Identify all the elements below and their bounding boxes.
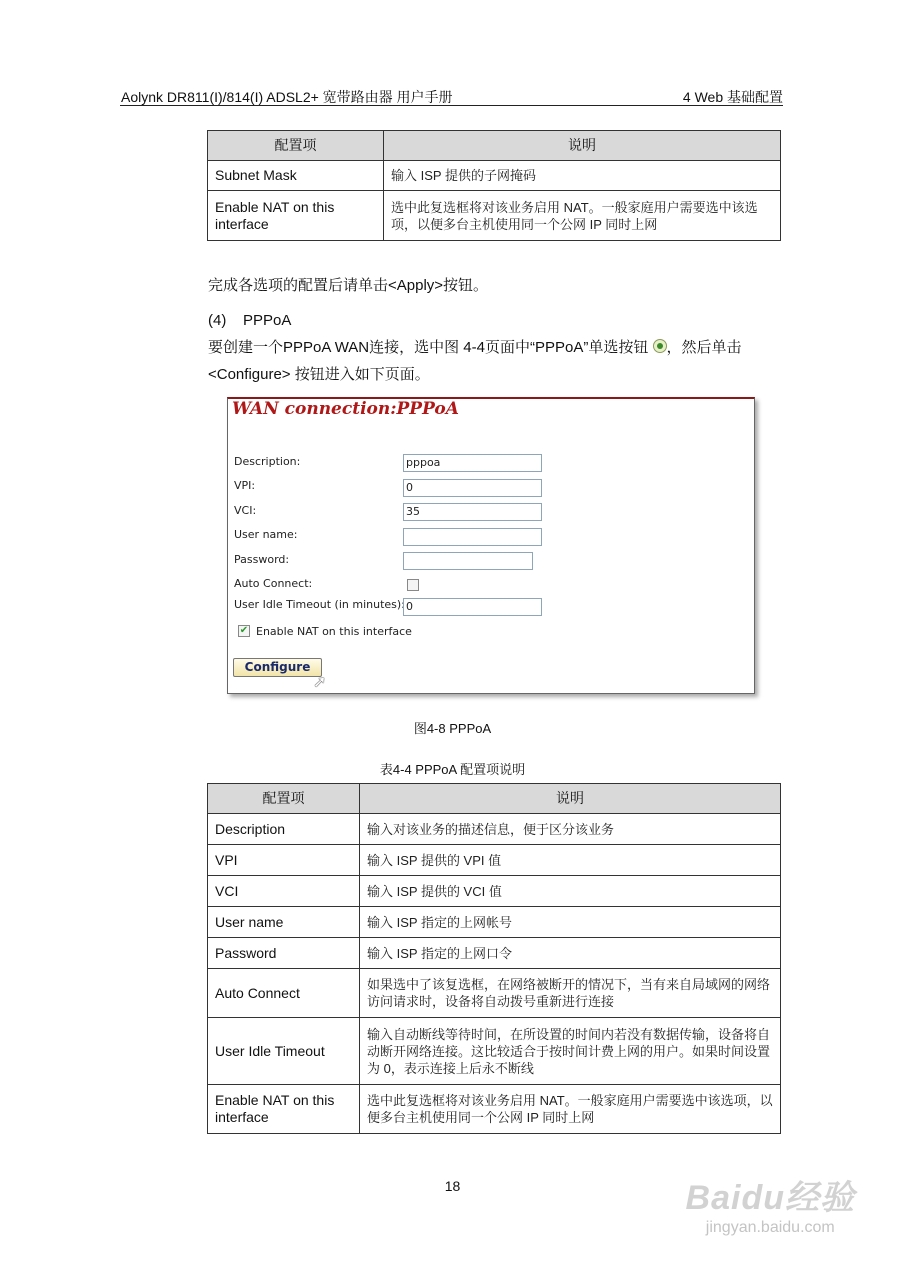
mouse-cursor-icon: ➚ (313, 672, 327, 691)
column-header: 配置项 (208, 131, 384, 161)
table-row (208, 907, 781, 938)
wan-connection-screenshot (227, 397, 755, 694)
table-row (208, 161, 781, 191)
table-cell-item: Password (208, 938, 360, 969)
table-cell-desc: 输入自动断线等待时间，在所设置的时间内若没有数据传输，设备将自动断开网络连接。这比较适合于按时间计费上网的用户。如果时间设置为 0，表示连接上后永不断线 (360, 1018, 781, 1085)
screenshot-title: WAN connection:PPPoA (232, 399, 459, 419)
table-cell-desc: 输入 ISP 指定的上网口令 (360, 938, 781, 969)
auto-connect-checkbox[interactable] (407, 579, 419, 591)
table-cell-desc: 输入 ISP 提供的子网掩码 (384, 161, 781, 191)
table-cell-desc: 如果选中了该复选框，在网络被断开的情况下，当有来自局域网的网络访问请求时，设备将自动拨号重新进行连接 (360, 969, 781, 1018)
table-cell-desc: 输入 ISP 提供的 VCI 值 (360, 876, 781, 907)
vci-label: VCI: (234, 504, 257, 517)
baidu-watermark (686, 1170, 855, 1237)
config-table-continued (207, 130, 781, 241)
running-header-title: Aolynk DR811(I)/814(I) ADSL2+ 宽带路由器 用户手册 (121, 89, 453, 105)
table-cell-desc: 选中此复选框将对该业务启用 NAT。一般家庭用户需要选中该选项，以便多台主机使用同一个公网 IP 同时上网 (384, 191, 781, 241)
vci-input[interactable]: 35 (403, 503, 542, 521)
table-cell-item: VPI (208, 845, 360, 876)
running-header-chapter: 4 Web 基础配置 (682, 89, 783, 105)
table-row (208, 1018, 781, 1085)
table-row (208, 191, 781, 241)
table-cell-item: Description (208, 814, 360, 845)
table-cell-desc: 输入 ISP 指定的上网帐号 (360, 907, 781, 938)
apply-instruction: 完成各选项的配置后请单击<Apply>按钮。 (208, 277, 489, 294)
table-cell-desc: 输入对该业务的描述信息，便于区分该业务 (360, 814, 781, 845)
password-label: Password: (234, 553, 290, 566)
auto-connect-label: Auto Connect: (234, 577, 313, 590)
vpi-input[interactable]: 0 (403, 479, 542, 497)
table-row (208, 1085, 781, 1134)
radio-selected-icon (653, 339, 667, 353)
header-rule (120, 105, 783, 106)
table-cell-item: Enable NAT on this interface (208, 191, 384, 241)
table-cell-item: VCI (208, 876, 360, 907)
description-input[interactable]: pppoa (403, 454, 542, 472)
table-row (208, 845, 781, 876)
section-heading: (4) PPPoA (208, 312, 292, 329)
table-cell-item: Auto Connect (208, 969, 360, 1018)
description-label: Description: (234, 455, 301, 468)
table-row (208, 876, 781, 907)
idle-timeout-label: User Idle Timeout (in minutes): (234, 598, 405, 611)
enable-nat-checkbox[interactable]: ✔ (239, 625, 249, 636)
table-cell-item: Subnet Mask (208, 161, 384, 191)
column-header: 配置项 (208, 784, 360, 814)
username-input[interactable] (403, 528, 542, 546)
password-input[interactable] (403, 552, 533, 570)
table-cell-item: User name (208, 907, 360, 938)
table-cell-item: User Idle Timeout (208, 1018, 360, 1085)
intro-text-a: 要创建一个PPPoA WAN连接，选中图 4-4页面中“PPPoA”单选按钮 (208, 339, 649, 356)
username-label: User name: (234, 528, 298, 541)
table-row (208, 814, 781, 845)
vpi-label: VPI: (234, 479, 256, 492)
intro-text-b: ，然后单击<Configure> 按钮进入如下页面。 (208, 339, 742, 383)
enable-nat-label: Enable NAT on this interface (256, 625, 412, 638)
configure-button[interactable]: Configure (233, 658, 322, 677)
watermark-url: jingyan.baidu.com (705, 1219, 835, 1236)
pppoa-config-table (207, 783, 781, 1134)
table-cell-desc: 选中此复选框将对该业务启用 NAT。一般家庭用户需要选中该选项，以便多台主机使用同一个公网 IP 同时上网 (360, 1085, 781, 1134)
page-number: 18 (444, 1178, 461, 1194)
table-row (208, 969, 781, 1018)
intro-paragraph (208, 334, 788, 388)
watermark-logo: Baidu经验 (685, 1179, 855, 1217)
table-cell-item: Enable NAT on this interface (208, 1085, 360, 1134)
idle-timeout-input[interactable]: 0 (403, 598, 542, 616)
table-cell-desc: 输入 ISP 提供的 VPI 值 (360, 845, 781, 876)
table-row (208, 938, 781, 969)
table-title: 表4-4 PPPoA 配置项说明 (379, 762, 526, 777)
column-header: 说明 (384, 131, 781, 161)
column-header: 说明 (360, 784, 781, 814)
figure-caption: 图4-8 PPPoA (413, 721, 492, 736)
